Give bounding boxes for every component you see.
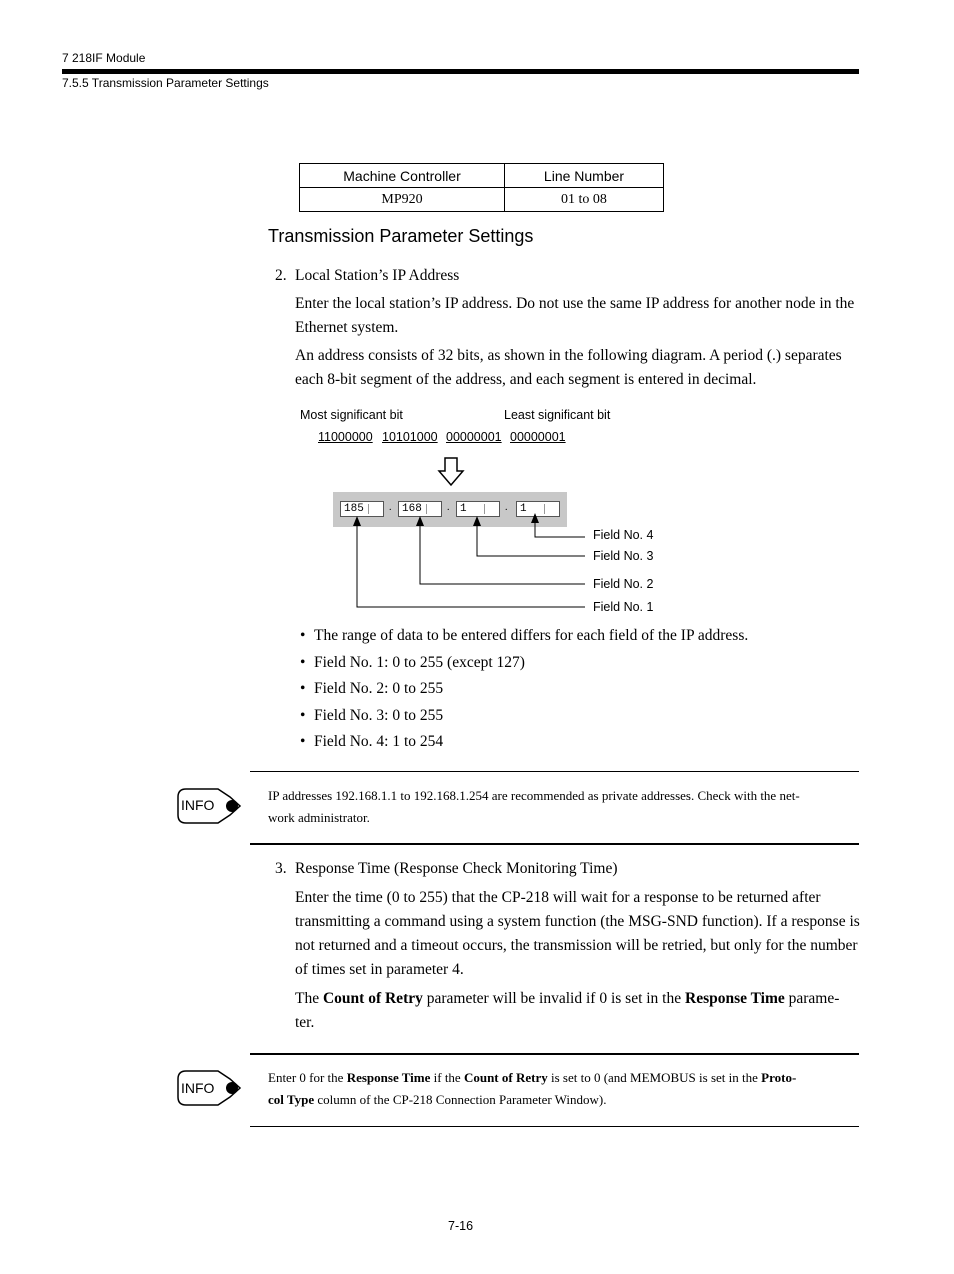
ip-address-control: 185 . 168 . 1 . 1 [333, 492, 567, 527]
header-rule [62, 69, 859, 74]
info1-text: IP addresses 192.168.1.1 to 192.168.1.254 are recommended as private addresses. Check with the net- work administrator. [268, 788, 800, 825]
field-leader-lines [340, 510, 590, 615]
item3-para2: The Count of Retry parameter will be invalid if 0 is set in the Response Time parame- ter. [295, 990, 840, 1031]
ip-field-3[interactable]: 1 [456, 501, 500, 517]
info-rule-top [250, 1053, 859, 1055]
table-header-controller: Machine Controller [300, 164, 505, 188]
field-label-1: Field No. 1 [593, 600, 654, 614]
list-item: • Field No. 3: 0 to 255 [300, 707, 444, 724]
ip-field-4[interactable]: 1 [516, 501, 560, 517]
table-cell-line-number: 01 to 08 [505, 188, 664, 212]
ip-field-2[interactable]: 168 [398, 501, 442, 517]
info-rule-top [250, 771, 859, 772]
bit-group-4: 00000001 [510, 430, 566, 444]
info-rule-bottom [250, 843, 859, 845]
bit-group-3: 00000001 [446, 430, 502, 444]
bit-group-1: 11000000 [318, 430, 373, 444]
page-number: 7-16 [448, 1219, 474, 1233]
item2-title: Local Station’s IP Address [295, 267, 460, 284]
ip-field-1[interactable]: 185 [340, 501, 384, 517]
info2-text: Enter 0 for the Response Time if the Count of Retry is set to 0 (and MEMOBUS is set in the Proto- col Type column of the CP-218 Connection Parameter Window). [268, 1070, 797, 1107]
section-title: Transmission Parameter Settings [268, 226, 534, 246]
bit-group-2: 10101000 [382, 430, 438, 444]
item3-title: Response Time (Response Check Monitoring Time) [295, 860, 618, 877]
section-header: 7.5.5 Transmission Parameter Settings [62, 76, 269, 90]
list-item: • The range of data to be entered differs for each field of the IP address. [300, 627, 749, 644]
lsb-label: Least significant bit [504, 408, 611, 422]
info-icon-label: INFO [181, 1080, 215, 1096]
item3-number: 3. [275, 860, 287, 877]
info-rule-bottom [250, 1126, 859, 1127]
line-number-table [299, 163, 664, 212]
chapter-header: 7 218IF Module [62, 51, 146, 65]
item2-para1: Enter the local station’s IP address. Do not use the same IP address for another node in the Ethernet system. [295, 295, 855, 336]
field-label-3: Field No. 3 [593, 549, 654, 563]
table-header-line-number: Line Number [505, 164, 664, 188]
item2-para2: An address consists of 32 bits, as shown in the following diagram. A period (.) separates each 8-bit segment of the address, and each segment is entered in decimal. [295, 347, 842, 388]
down-arrow-icon [437, 457, 465, 487]
item2-number: 2. [275, 267, 287, 284]
info-icon-label: INFO [181, 797, 215, 813]
list-item: • Field No. 2: 0 to 255 [300, 680, 444, 697]
field-label-2: Field No. 2 [593, 577, 654, 591]
list-item: • Field No. 1: 0 to 255 (except 127) [300, 654, 525, 671]
field-label-4: Field No. 4 [593, 528, 654, 542]
item3-para1: Enter the time (0 to 255) that the CP-218 will wait for a response to be returned after transmitting a command using a system function (the MSG-SND function). If a response is not returned and a timeout occurs, the transmission will be retried, but only for the number of times set in parameter 4. [295, 889, 860, 978]
list-item: • Field No. 4: 1 to 254 [300, 733, 444, 750]
table-cell-controller: MP920 [300, 188, 505, 212]
msb-label: Most significant bit [300, 408, 403, 422]
